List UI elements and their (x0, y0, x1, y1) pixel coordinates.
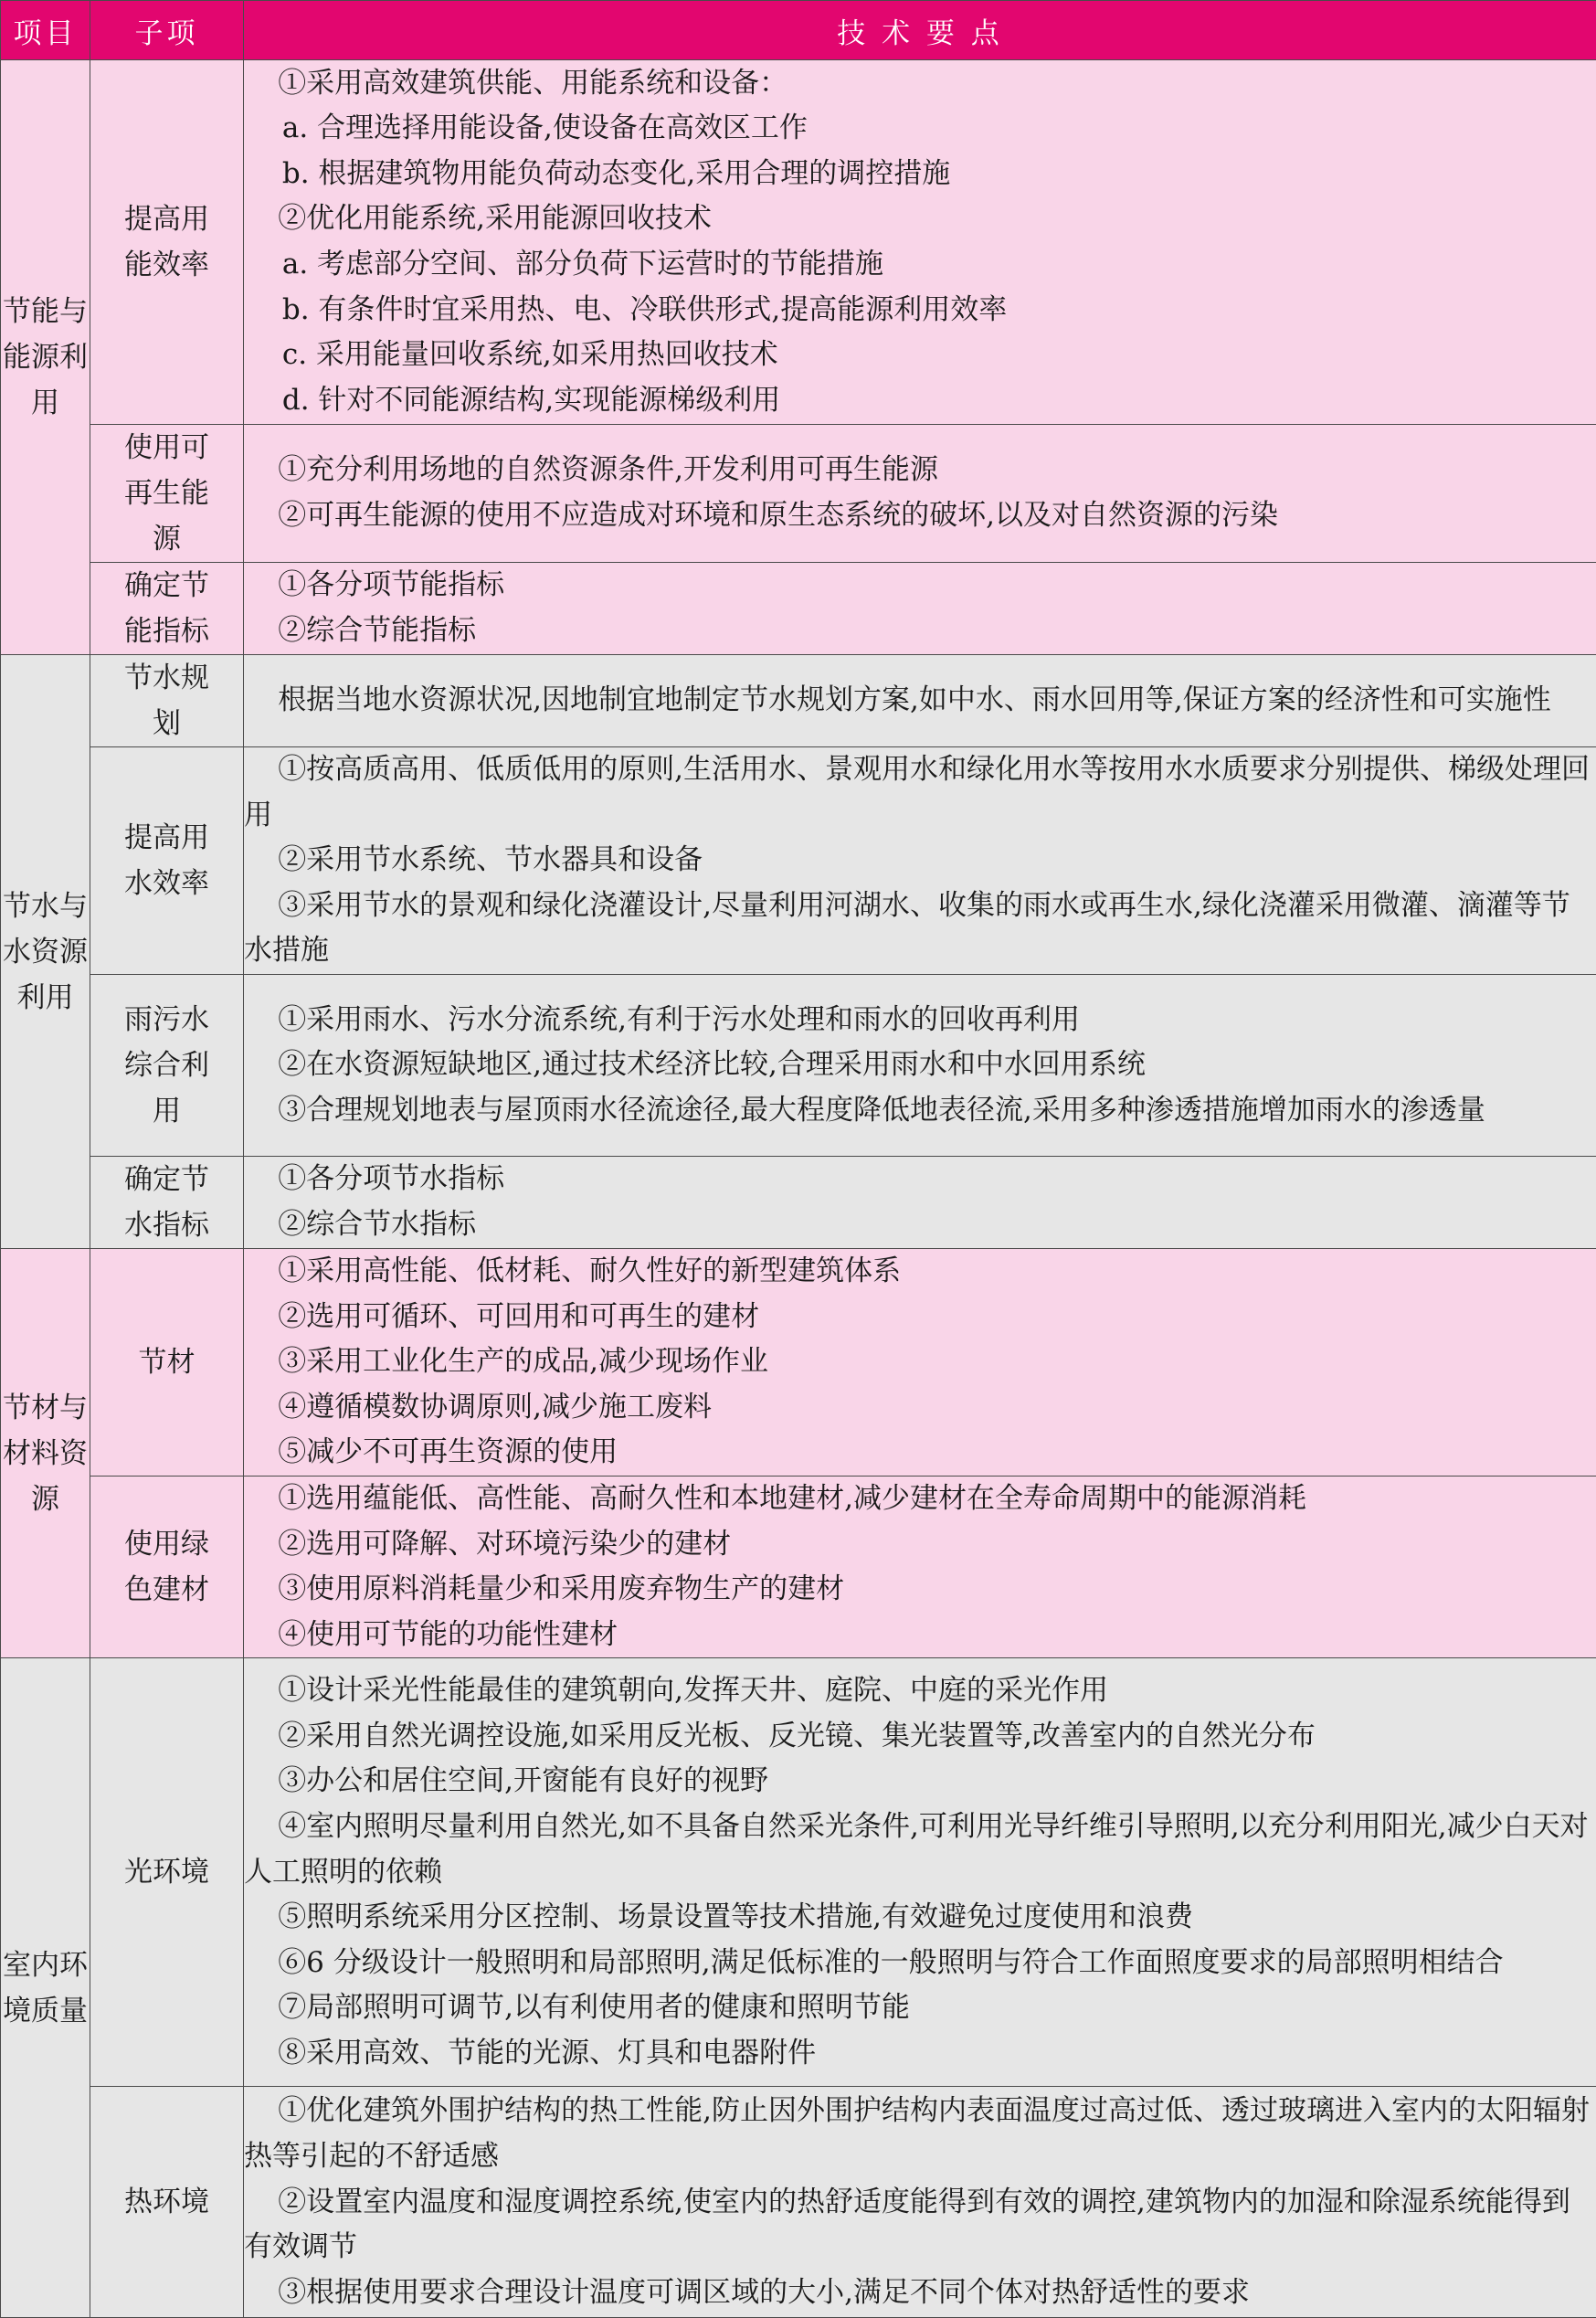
table-row (1, 1658, 1596, 2087)
points-cell (244, 2087, 1596, 2318)
points-cell (244, 1658, 1596, 2087)
subitem-cell: 提高用能效率 (90, 60, 244, 425)
points-cell (244, 1249, 1596, 1477)
point-line: ③采用节水的景观和绿化浇灌设计,尽量利用河湖水、收集的雨水或再生水,绿化浇灌采用微灌、滴灌等节水措施 (244, 884, 1596, 974)
subitem-cell: 使用绿色建材 (90, 1477, 244, 1658)
point-line: ①采用高性能、低材耗、耐久性好的新型建筑体系 (244, 1249, 1596, 1295)
table-row (1, 563, 1596, 655)
subitem-cell: 确定节水指标 (90, 1157, 244, 1249)
points-cell (244, 975, 1596, 1157)
point-line: ③使用原料消耗量少和采用废弃物生产的建材 (244, 1567, 1596, 1613)
point-line: ③合理规划地表与屋顶雨水径流途径,最大程度降低地表径流,采用多种渗透措施增加雨水的渗透量 (244, 1088, 1596, 1134)
point-line: ③根据使用要求合理设计温度可调区域的大小,满足不同个体对热舒适性的要求 (244, 2270, 1596, 2316)
subitem-cell: 光环境 (90, 1658, 244, 2087)
point-line: ②可再生能源的使用不应造成对环境和原生态系统的破坏,以及对自然资源的污染 (244, 493, 1596, 539)
subitem-cell: 确定节能指标 (90, 563, 244, 655)
point-line: ①充分利用场地的自然资源条件,开发利用可再生能源 (244, 448, 1596, 493)
point-line: ②选用可降解、对环境污染少的建材 (244, 1522, 1596, 1568)
table-row (1, 747, 1596, 975)
point-line: b. 有条件时宜采用热、电、冷联供形式,提高能源利用效率 (244, 288, 1596, 333)
point-line: ①采用高效建筑供能、用能系统和设备： (244, 61, 1596, 107)
point-line: ⑥6 分级设计一般照明和局部照明,满足低标准的一般照明与符合工作面照度要求的局部照明相结合 (244, 1941, 1596, 1986)
point-line: ②优化用能系统,采用能源回收技术 (244, 196, 1596, 242)
points-cell (244, 60, 1596, 425)
table-row (1, 1157, 1596, 1249)
point-line: d. 针对不同能源结构,实现能源梯级利用 (244, 378, 1596, 424)
point-line: a. 考虑部分空间、部分负荷下运营时的节能措施 (244, 242, 1596, 288)
point-line: ③采用工业化生产的成品,减少现场作业 (244, 1339, 1596, 1385)
point-line: ④室内照明尽量利用自然光,如不具备自然采光条件,可利用光导纤维引导照明,以充分利用阳光,减少白天对人工照明的依赖 (244, 1805, 1596, 1895)
point-line: ⑤照明系统采用分区控制、场景设置等技术措施,有效避免过度使用和浪费 (244, 1895, 1596, 1941)
point-line: b. 根据建筑物用能负荷动态变化,采用合理的调控措施 (244, 152, 1596, 197)
project-cell: 室内环境质量 (1, 1658, 90, 2318)
table-row (1, 1477, 1596, 1658)
table-row (1, 655, 1596, 747)
points-cell (244, 747, 1596, 975)
point-line: ④遵循模数协调原则,减少施工废料 (244, 1385, 1596, 1431)
point-line: ②选用可循环、可回用和可再生的建材 (244, 1295, 1596, 1340)
subitem-cell: 节水规划 (90, 655, 244, 747)
subitem-cell: 热环境 (90, 2087, 244, 2318)
point-line: a. 合理选择用能设备,使设备在高效区工作 (244, 106, 1596, 152)
header-points: 技 术 要 点 (244, 1, 1596, 60)
project-cell: 节能与能源利用 (1, 60, 90, 655)
points-cell (244, 563, 1596, 655)
header-row (1, 1, 1596, 60)
point-line: ④使用可节能的功能性建材 (244, 1613, 1596, 1658)
points-cell (244, 1477, 1596, 1658)
point-line: ②采用节水系统、节水器具和设备 (244, 838, 1596, 884)
point-line: ①各分项节能指标 (244, 563, 1596, 609)
point-line: ②综合节能指标 (244, 609, 1596, 654)
points-cell (244, 425, 1596, 563)
points-cell (244, 1157, 1596, 1249)
subitem-cell: 提高用水效率 (90, 747, 244, 975)
project-cell: 节水与水资源利用 (1, 655, 90, 1249)
point-line: ②采用自然光调控设施,如采用反光板、反光镜、集光装置等,改善室内的自然光分布 (244, 1714, 1596, 1760)
subitem-cell: 节材 (90, 1249, 244, 1477)
point-line: ⑧采用高效、节能的光源、灯具和电器附件 (244, 2031, 1596, 2077)
table-row (1, 1249, 1596, 1477)
points-cell (244, 655, 1596, 747)
point-line: c. 采用能量回收系统,如采用热回收技术 (244, 333, 1596, 378)
table-row (1, 425, 1596, 563)
point-line: ③办公和居住空间,开窗能有良好的视野 (244, 1759, 1596, 1805)
subitem-cell: 使用可再生能源 (90, 425, 244, 563)
point-line: ①采用雨水、污水分流系统,有利于污水处理和雨水的回收再利用 (244, 998, 1596, 1043)
point-line: ①选用蕴能低、高性能、高耐久性和本地建材,减少建材在全寿命周期中的能源消耗 (244, 1477, 1596, 1522)
header-project: 项目 (1, 1, 90, 60)
point-line: 根据当地水资源状况,因地制宜地制定节水规划方案,如中水、雨水回用等,保证方案的经济性和可实施性 (244, 678, 1596, 724)
table-row (1, 2087, 1596, 2318)
point-line: ①设计采光性能最佳的建筑朝向,发挥天井、庭院、中庭的采光作用 (244, 1668, 1596, 1714)
point-line: ①优化建筑外围护结构的热工性能,防止因外围护结构内表面温度过高过低、透过玻璃进入室内的太阳辐射热等引起的不舒适感 (244, 2089, 1596, 2179)
project-cell: 节材与材料资源 (1, 1249, 90, 1658)
table-row (1, 60, 1596, 425)
point-line: ②在水资源短缺地区,通过技术经济比较,合理采用雨水和中水回用系统 (244, 1043, 1596, 1088)
point-line: ⑦局部照明可调节,以有利使用者的健康和照明节能 (244, 1985, 1596, 2031)
point-line: ①按高质高用、低质低用的原则,生活用水、景观用水和绿化用水等按用水水质要求分别提供、梯级处理回用 (244, 747, 1596, 838)
point-line: ②设置室内温度和湿度调控系统,使室内的热舒适度能得到有效的调控,建筑物内的加湿和除湿系统能得到有效调节 (244, 2180, 1596, 2270)
point-line: ②综合节水指标 (244, 1202, 1596, 1248)
header-subitem: 子项 (90, 1, 244, 60)
subitem-cell: 雨污水综合利用 (90, 975, 244, 1157)
point-line: ⑤减少不可再生资源的使用 (244, 1430, 1596, 1476)
table-row (1, 975, 1596, 1157)
point-line: ①各分项节水指标 (244, 1157, 1596, 1202)
